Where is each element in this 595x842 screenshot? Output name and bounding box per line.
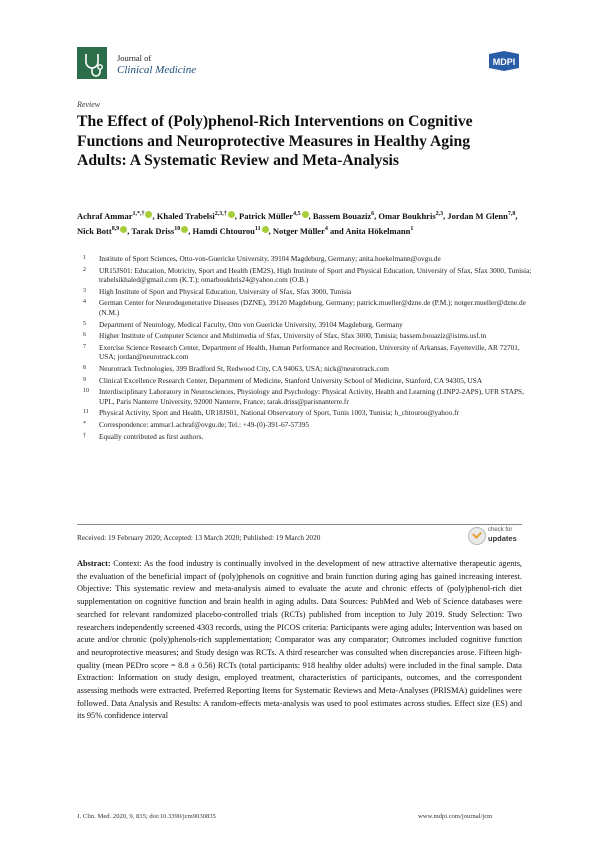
author-affiliation-marker: 2,3,†: [214, 211, 227, 217]
affiliation-number: 5: [83, 320, 86, 327]
author-name[interactable]: Nick Bott: [77, 225, 112, 236]
affiliation-item: [77, 254, 532, 264]
affiliation-number: 11: [83, 409, 89, 416]
author-name[interactable]: Hamdi Chtourou: [192, 225, 255, 236]
author-name[interactable]: Notger Müller: [272, 225, 325, 236]
journal-logo: [77, 47, 107, 79]
affiliation-item: [77, 343, 532, 362]
author-name[interactable]: Omar Boukhris: [378, 210, 436, 221]
abstract: [77, 558, 522, 723]
article-type: Review: [77, 100, 101, 109]
author-affiliation-marker: 11: [254, 225, 261, 232]
affiliation-item: [77, 320, 532, 330]
affiliation-number: 4: [83, 299, 86, 306]
affiliation-item: [77, 408, 532, 418]
author-name[interactable]: Bassem Bouaziz: [312, 210, 372, 221]
mdpi-logo[interactable]: [485, 50, 523, 72]
affiliation-number: 7: [83, 343, 86, 350]
affiliation-number: 9: [83, 376, 86, 383]
author-list: Achraf Ammar$^{1,*,\dagger}$ , Khaled Trabelsi$^{2,3,\dagger}$ , Patrick Müller$^{4,5}$ , Bassem Bouaziz$^6$, Omar Boukhris$^{2,3}$, Jordan M Glenn$^{7,8}$, Nick Bott$^{8,9}$ , Tarak Driss$^{10}$ , Hamdi Chtourou$^{11}$ , Notger Müller$^4$ and Anita Hökelmann$^1$: [77, 210, 518, 236]
affiliation-text: Equally contributed as first authors.: [99, 431, 204, 441]
affiliation-number: 8: [83, 364, 86, 371]
journal-url[interactable]: www.mdpi.com/journal/jcm: [418, 813, 493, 820]
affiliation-number: †: [83, 432, 86, 439]
author-affiliation-marker: 8,9: [111, 225, 120, 232]
affiliation-text: Exercise Science Research Center, Department of Health, Human Performance and Recreation, University of Arkansas, Fayetteville, AR 72701, USA; jordan@neurotrack.com: [99, 342, 520, 362]
journal-name-line1: Journal of: [117, 53, 152, 63]
author-name[interactable]: Tarak Driss: [131, 225, 175, 236]
affiliation-item: [77, 298, 532, 317]
affiliation-item: [77, 376, 532, 386]
author-name[interactable]: Jordan M Glenn: [447, 210, 508, 221]
affiliation-number: 10: [83, 388, 89, 395]
affiliation-item: [77, 287, 532, 297]
orcid-icon[interactable]: [145, 211, 152, 218]
author-affiliation-marker: 10: [174, 225, 181, 232]
check-updates-line1: check for: [488, 527, 513, 533]
article-title: The Effect of (Poly)phenol-Rich Interventions on Cognitive Functions and Neuroprotective Measures in Healthy Aging Adults: A Systematic Review and Meta-Analysis: [77, 113, 473, 169]
orcid-icon[interactable]: [228, 211, 235, 218]
affiliation-text: Correspondence: ammar1.achraf@ovgu.de; Tel.: +49-(0)-391-67-57395: [99, 419, 309, 429]
publication-dates: Received: 19 February 2020; Accepted: 13 March 2020; Published: 19 March 2020: [77, 533, 321, 542]
check-for-updates-button[interactable]: [468, 525, 524, 547]
author-affiliation-marker: 1,*,†: [132, 211, 145, 217]
author-affiliation-marker: 4: [324, 225, 328, 232]
affiliation-item: [77, 420, 532, 430]
affiliation-item: [77, 364, 532, 374]
affiliation-text: Clinical Excellence Research Center, Department of Medicine, Stanford University School of Medicine, Stanford, CA 94305, USA: [99, 375, 483, 385]
stethoscope-icon: [77, 47, 107, 79]
affiliation-number: 2: [83, 266, 86, 273]
orcid-icon[interactable]: [302, 211, 309, 218]
divider: [77, 524, 522, 525]
affiliation-text: High Institute of Sport and Physical Education, University of Sfax, Sfax 3000, Tunisia: [99, 286, 352, 296]
orcid-icon[interactable]: [262, 226, 269, 233]
author-name[interactable]: Khaled Trabelsi: [156, 210, 215, 221]
journal-name-line2: Clinical Medicine: [117, 64, 197, 76]
check-icon: [468, 527, 486, 545]
author-name[interactable]: Patrick Müller: [239, 210, 294, 221]
affiliation-number: 1: [83, 255, 86, 261]
orcid-icon[interactable]: [120, 226, 127, 233]
affiliation-text: Institute of Sport Sciences, Otto-von-Guericke University, 39104 Magdeburg, Germany; anita.hoekelmann@ovgu.de: [99, 254, 441, 263]
citation-footer: J. Clin. Med. 2020, 9, 835; doi:10.3390/jcm9030835: [77, 813, 216, 820]
affiliation-text: UR15JS01: Education, Motricity, Sport and Health (EM2S), High Institute of Sport and Physical Education, University of Sfax, Sfax 3000, Tunisia; trabelsikhaled@gmail.com (K.T.); omarboukhris24@yahoo.com (O.B.): [99, 265, 532, 285]
affiliation-text: Interdisciplinary Laboratory in Neurosciences, Physiology and Psychology: Physical Activity, Health and Learning (LINP2-2APS), UFR STAPS, UPL, Paris Nanterre University, 92000 Nanterre, France; tarak.driss@parisnanterre.fr: [99, 387, 524, 406]
affiliation-item: [77, 266, 532, 285]
affiliation-item: [77, 331, 532, 341]
affiliation-text: Department of Neurology, Medical Faculty, Otto von Guericke University, 39104 Magdeburg, Germany: [99, 319, 403, 329]
author-name[interactable]: Anita Hökelmann: [345, 225, 411, 236]
abstract-label: Abstract:: [77, 559, 111, 568]
affiliation-text: Neurotrack Technologies, 399 Bradford St, Redwood City, CA 94063, USA; nick@neurotrack.com: [99, 363, 389, 373]
affiliations: [77, 254, 532, 443]
author-affiliation-marker: 6: [371, 211, 375, 217]
author-name[interactable]: Achraf Ammar: [77, 210, 133, 221]
check-updates-line2: updates: [488, 534, 517, 543]
author-affiliation-marker: 2,3: [435, 211, 444, 217]
affiliation-number: *: [83, 420, 86, 427]
affiliation-text: Higher Institute of Computer Science and Multimedia of Sfax, University of Sfax, Sfax 3000, Tunisia; bassem.bouaziz@isims.usf.tn: [99, 331, 487, 341]
affiliation-number: 3: [83, 287, 86, 294]
affiliation-item: [77, 432, 532, 442]
orcid-icon[interactable]: [181, 226, 188, 233]
affiliation-number: 6: [83, 332, 86, 339]
affiliation-text: German Center for Neurodegenerative Diseases (DZNE), 39120 Magdeburg, Germany; patrick.mueller@dzne.de (P.M.); notger.mueller@dzne.de (N.M.): [99, 298, 526, 317]
affiliation-item: [77, 387, 532, 406]
abstract-text: Context: As the food industry is continually involved in the development of new attractive alternative therapeutic agents, the evaluation of the beneficial impact of (poly)phenols on cognitive and brain function during aging has gained increasing interest. Objective: This systematic review and meta-analysis aimed to evaluate the acute and chronic effects of (poly)phenol-rich diet supplementation on cognitive function and brain health in aging adults. Data Sources: PubMed and Web of Science databases were searched for relevant randomized placebo-controlled trials (RCTs) published from inception to July 2019. Study Selection: Two researchers independently screened 4303 records, using the PICOS criteria: Participants were aging adults; Intervention was based on acute and/or chronic (poly)phenols-rich supplementation; Comparator was any comparator; Outcomes included cognitive function and neuroprotective measures; and Study design was RCTs. A third researcher was consulted when discrepancies arose. Fifteen high-quality (mean PEDro score = 8.8 ± 0.56) RCTs (total participants: 918 healthy older adults) were included in the final sample. Data Extraction: Information on study design, employed treatment, characteristics of participants, outcomes, and the correspondent assessing methods were extracted. Preferred Reporting Items for Systematic Reviews and Meta-Analyses (PRISMA) guidelines were followed. Data Analysis and Results: A random-effects meta-analysis was used to pool estimates across studies. Effect size (ES) and its 95% confidence interval: [77, 559, 523, 721]
author-affiliation-marker: 4,5: [293, 211, 301, 217]
mdpi-logo-text: MDPI: [492, 57, 516, 67]
author-affiliation-marker: 7,8: [507, 211, 516, 217]
affiliation-text: Physical Activity, Sport and Health, UR18JS01, National Observatory of Sport, Tunis 1003, Tunisia; h_chtourou@yahoo.fr: [99, 408, 459, 418]
author-affiliation-marker: 1: [410, 225, 414, 232]
